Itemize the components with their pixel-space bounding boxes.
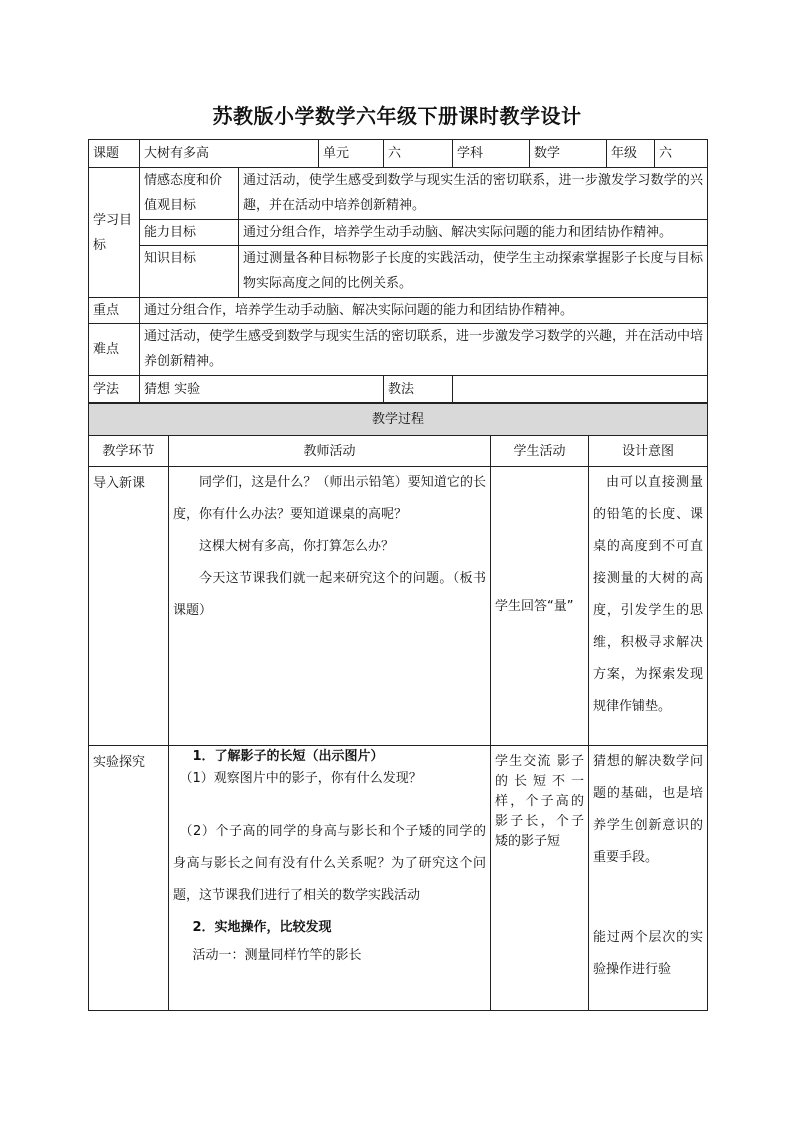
- topic-label: 课题: [89, 140, 140, 168]
- topic-value: 大树有多高: [140, 140, 319, 168]
- lesson-header-table: [88, 139, 708, 403]
- student-activity-explore: 学生交流 影子的长短不一样，个子高的影子长，个子矮的影子短: [491, 746, 589, 1011]
- subject-value: 数学: [530, 140, 607, 168]
- teacher-paragraph: 活动一：测量同样竹竿的影长: [192, 948, 362, 963]
- grade-label: 年级: [607, 140, 655, 168]
- key-point-text: 通过分组合作，培养学生动手动脑、解决实际问题的能力和团结协作精神。: [140, 298, 708, 324]
- column-header-teacher: 教师活动: [169, 436, 491, 467]
- teach-method-label: 教法: [384, 376, 453, 403]
- learn-method-label: 学法: [89, 376, 140, 403]
- objective-text-knowledge: 通过测量各种目标物影子长度的实践活动，使学生主动探索掌握影子长度与目标物实际高度之间的比例关系。: [239, 246, 708, 298]
- teacher-paragraph: （1）观察图片中的影子，你有什么发现？: [179, 771, 422, 786]
- teach-method-value: [453, 376, 708, 403]
- column-header-stage: 教学环节: [89, 436, 169, 467]
- teacher-paragraph: 今天这节课我们就一起来研究这个的问题。（板书课题）: [173, 571, 486, 618]
- unit-value: 六: [384, 140, 453, 168]
- stage-explore: 实验探究: [89, 746, 169, 1011]
- objective-text-ability: 通过分组合作，培养学生动手动脑、解决实际问题的能力和团结协作精神。: [239, 220, 708, 246]
- teacher-paragraph: 1．了解影子的长短（出示图片）: [192, 749, 384, 764]
- teacher-paragraph: 这棵大树有多高，你打算怎么办？: [199, 539, 395, 554]
- key-point-label: 重点: [89, 298, 140, 324]
- table-row: [89, 467, 708, 746]
- subject-label: 学科: [453, 140, 530, 168]
- table-row: [89, 746, 708, 1011]
- unit-label: 单元: [319, 140, 384, 168]
- teacher-paragraph: （2）个子高的同学的身高与影长和个子矮的同学的身高与影长之间有没有什么关系呢？为了研究这个问题，这节课我们进行了相关的数学实践活动: [173, 824, 486, 903]
- intent-paragraph: 能过两个层次的实验操作进行验: [593, 930, 704, 977]
- stage-intro: 导入新课: [89, 467, 169, 746]
- student-activity-intro: 学生回答“量”: [491, 467, 589, 746]
- teacher-activity-intro: [169, 467, 491, 746]
- learn-method-value: 猜想 实验: [140, 376, 384, 403]
- column-header-student: 学生活动: [491, 436, 589, 467]
- objective-label-ability: 能力目标: [140, 220, 239, 246]
- design-intent-intro: 由可以直接测量的铅笔的长度、课桌的高度到不可直接测量的大树的高度，引发学生的思维，积极寻求解决方案，为探索发现规律作铺垫。: [589, 467, 708, 746]
- design-intent-explore: [589, 746, 708, 1011]
- objective-label-affective: 情感态度和价值观目标: [140, 168, 239, 220]
- teacher-paragraph: 2．实地操作，比较发现: [192, 920, 332, 935]
- process-header: 教学过程: [89, 404, 708, 436]
- grade-value: 六: [655, 140, 708, 168]
- process-table: [88, 403, 708, 1011]
- intent-paragraph: 猜想的解决数学问题的基础，也是培养学生创新意识的重要手段。: [593, 754, 704, 865]
- page-title-main: 苏教版小学数学六年级下册课时教学设计: [212, 104, 582, 128]
- teacher-activity-explore: [169, 746, 491, 1011]
- difficulty-text: 通过活动，使学生感受到数学与现实生活的密切联系，进一步激发学习数学的兴趣，并在活动中培养创新精神。: [140, 324, 708, 376]
- difficulty-label: 难点: [89, 324, 140, 376]
- objective-text-affective: 通过活动，使学生感受到数学与现实生活的密切联系，进一步激发学习数学的兴趣，并在活动中培养创新精神。: [239, 168, 708, 220]
- objective-label-knowledge: 知识目标: [140, 246, 239, 298]
- teacher-paragraph: 同学们，这是什么？（师出示铅笔）要知道它的长度，你有什么办法？要知道课桌的高呢？: [173, 475, 486, 522]
- objectives-label: 学习目标: [89, 168, 140, 298]
- column-header-intent: 设计意图: [589, 436, 708, 467]
